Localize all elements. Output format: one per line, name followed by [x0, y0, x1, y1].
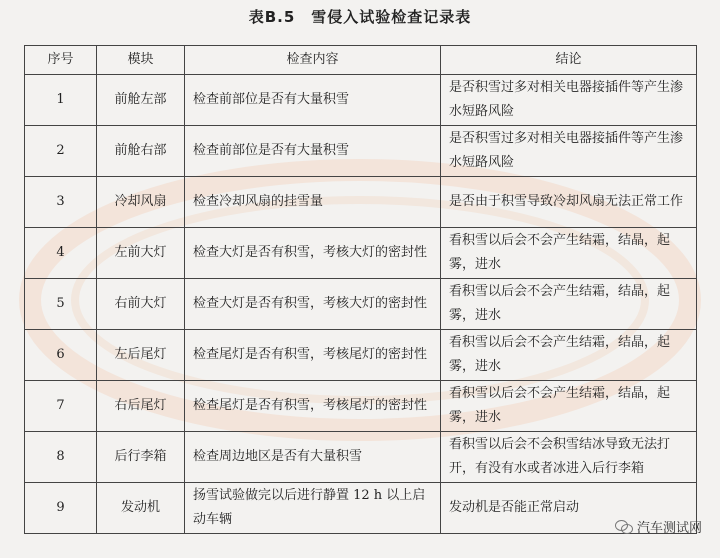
brand-name: 汽车测试网 — [636, 521, 702, 536]
row-conclusion: 看积雪以后会不会产生结霜，结晶，起雾，进水 — [441, 330, 697, 381]
row-module: 前舱左部 — [97, 75, 185, 126]
row-conclusion: 是否由于积雪导致冷却风扇无法正常工作 — [441, 177, 697, 228]
table-header-row — [25, 46, 697, 75]
row-number: 9 — [25, 483, 97, 534]
row-conclusion: 是否积雪过多对相关电器接插件等产生渗水短路风险 — [441, 126, 697, 177]
row-module: 左前大灯 — [97, 228, 185, 279]
row-number: 7 — [25, 381, 97, 432]
row-module: 左后尾灯 — [97, 330, 185, 381]
row-check-content: 检查大灯是否有积雪，考核大灯的密封性 — [185, 279, 441, 330]
row-module: 右后尾灯 — [97, 381, 185, 432]
row-conclusion: 看积雪以后会不会积雪结冰导致无法打开，有没有水或者冰进入后行李箱 — [441, 432, 697, 483]
row-check-content: 扬雪试验做完以后进行静置 12 h 以上启动车辆 — [185, 483, 441, 534]
row-conclusion: 是否积雪过多对相关电器接插件等产生渗水短路风险 — [441, 75, 697, 126]
table-row — [25, 483, 697, 534]
row-module: 冷却风扇 — [97, 177, 185, 228]
table-row — [25, 228, 697, 279]
table-row — [25, 381, 697, 432]
row-check-content: 检查大灯是否有积雪，考核大灯的密封性 — [185, 228, 441, 279]
row-number: 5 — [25, 279, 97, 330]
table-row — [25, 75, 697, 126]
row-module: 前舱右部 — [97, 126, 185, 177]
row-module: 后行李箱 — [97, 432, 185, 483]
table-row — [25, 126, 697, 177]
row-check-content: 检查周边地区是否有大量积雪 — [185, 432, 441, 483]
row-module: 发动机 — [97, 483, 185, 534]
row-conclusion: 发动机是否能正常启动 — [441, 483, 697, 534]
row-check-content: 检查前部位是否有大量积雪 — [185, 126, 441, 177]
header-module: 模块 — [97, 46, 185, 75]
row-conclusion: 看积雪以后会不会产生结霜，结晶，起雾，进水 — [441, 381, 697, 432]
row-number: 1 — [25, 75, 97, 126]
row-check-content: 检查前部位是否有大量积雪 — [185, 75, 441, 126]
table-row — [25, 177, 697, 228]
table-row — [25, 330, 697, 381]
row-check-content: 检查尾灯是否有积雪，考核尾灯的密封性 — [185, 330, 441, 381]
brand-signature — [615, 517, 702, 536]
header-check: 检查内容 — [185, 46, 441, 75]
row-module: 右前大灯 — [97, 279, 185, 330]
row-check-content: 检查冷却风扇的挂雪量 — [185, 177, 441, 228]
row-number: 6 — [25, 330, 97, 381]
header-no: 序号 — [25, 46, 97, 75]
row-check-content: 检查尾灯是否有积雪，考核尾灯的密封性 — [185, 381, 441, 432]
row-number: 8 — [25, 432, 97, 483]
row-number: 3 — [25, 177, 97, 228]
snow-intrusion-record-table — [24, 45, 697, 534]
row-conclusion: 看积雪以后会不会产生结霜，结晶，起雾，进水 — [441, 279, 697, 330]
table-row — [25, 279, 697, 330]
table-row — [25, 432, 697, 483]
row-number: 2 — [25, 126, 97, 177]
row-number: 4 — [25, 228, 97, 279]
row-conclusion: 看积雪以后会不会产生结霜，结晶，起雾，进水 — [441, 228, 697, 279]
header-result: 结论 — [441, 46, 697, 75]
table-title: 表B.5 雪侵入试验检查记录表 — [248, 8, 472, 26]
wechat-icon — [615, 520, 633, 534]
